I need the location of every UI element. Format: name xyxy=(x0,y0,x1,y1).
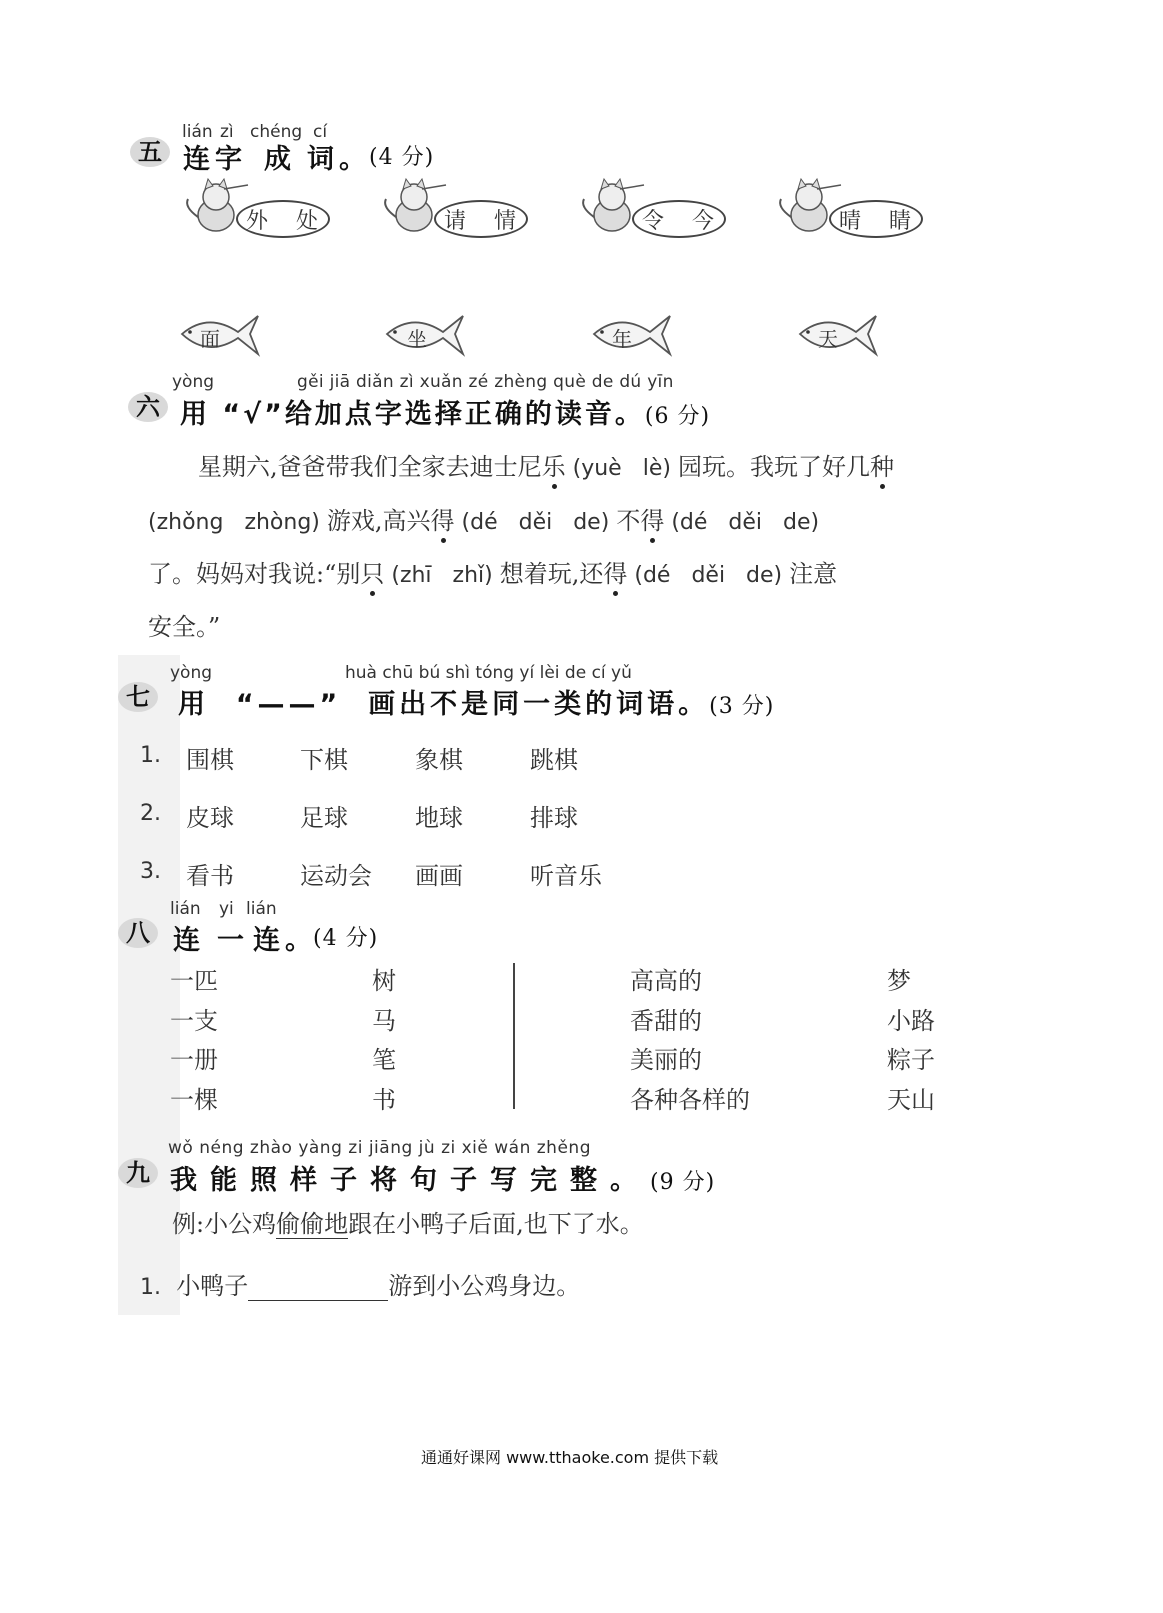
section-7-number: 七 xyxy=(118,682,158,712)
section-9-number: 九 xyxy=(118,1158,158,1188)
column-divider xyxy=(513,963,515,1109)
section-9-title: 我能照样子将句子写完整。(9 分) xyxy=(170,1165,716,1196)
section-6-line-1: 星期六,爸爸带我们全家去迪士尼乐 (yuè lè) 园玩。我玩了好几种 xyxy=(198,453,894,481)
section-9-question-1: 1. 小鸭子 游到小公鸡身边。 xyxy=(140,1272,581,1300)
cat-icon xyxy=(773,177,843,237)
section-6-pinyin-2: gěi jiā diǎn zì xuǎn zé zhèng què de dú yīn xyxy=(297,372,674,392)
fish-icon xyxy=(590,312,675,357)
cat-icon xyxy=(576,177,646,237)
section-8-pinyin-2: yi xyxy=(219,899,234,919)
section-6-pinyin-1: yòng xyxy=(172,372,215,392)
cat-icon xyxy=(180,177,250,237)
answer-blank[interactable] xyxy=(248,1276,388,1301)
section-5-pinyin-1: lián xyxy=(182,122,213,142)
section-6-line-4: 安全。” xyxy=(148,613,221,641)
cat-icon xyxy=(378,177,448,237)
section-5-pinyin-2: zì xyxy=(220,122,234,142)
section-6-number: 六 xyxy=(128,392,168,422)
section-5-pinyin-3: chéng xyxy=(250,122,303,142)
section-9-pinyin: wǒ néng zhào yàng zi jiāng jù zi xiě wán zhěng xyxy=(168,1138,591,1158)
section-5-number: 五 xyxy=(130,137,170,167)
section-8-pinyin-1: lián xyxy=(170,899,201,919)
section-7-pinyin-1: yòng xyxy=(170,663,213,683)
section-6-line-2: (zhǒng zhòng) 游戏,高兴得 (dé děi de) 不得 (dé děi de) xyxy=(148,507,820,535)
section-7-pinyin-2: huà chū bú shì tóng yí lèi de cí yǔ xyxy=(345,663,632,683)
section-9-example: 例:小公鸡偷偷地跟在小鸭子后面,也下了水。 xyxy=(172,1210,644,1238)
section-8-number: 八 xyxy=(118,918,158,948)
section-5-pinyin-4: cí xyxy=(313,122,328,142)
section-6-line-3: 了。妈妈对我说:“别只 (zhī zhǐ) 想着玩,还得 (dé děi de) 注意 xyxy=(148,560,838,588)
section-7-title: 用 “——” 画出不是同一类的词语。(3 分) xyxy=(178,689,775,720)
section-8-pinyin-3: lián xyxy=(246,899,277,919)
fish-icon xyxy=(796,312,881,357)
section-6-title: 用 “√”给加点字选择正确的读音。(6 分) xyxy=(180,399,711,430)
fish-icon xyxy=(178,312,263,357)
footer-credit: 通通好课网 www.tthaoke.com 提供下载 xyxy=(421,1448,719,1467)
